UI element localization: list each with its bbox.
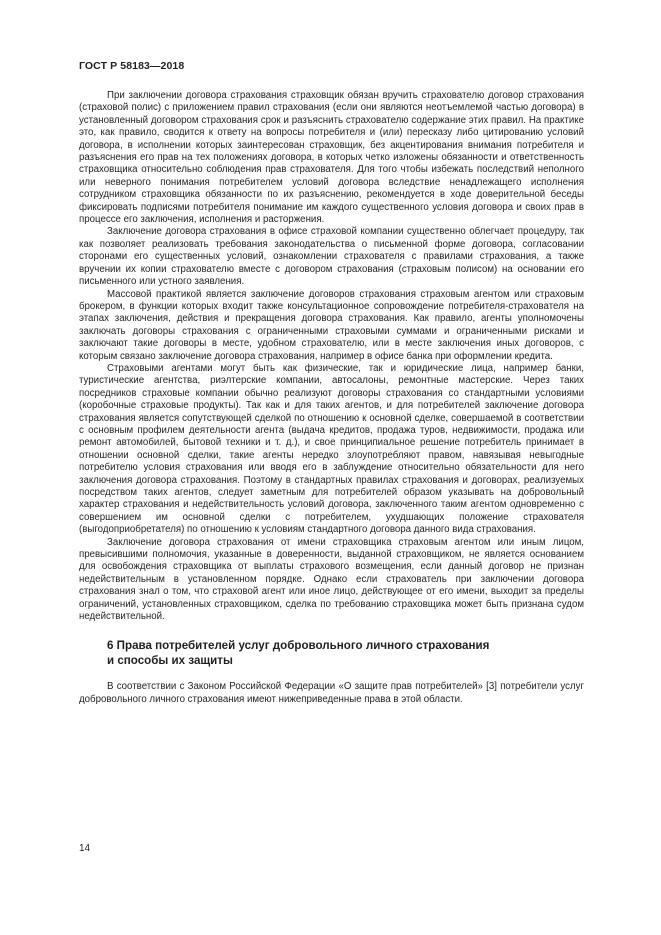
section-heading-line: и способы их защиты	[107, 653, 233, 667]
body-text	[79, 90, 584, 706]
paragraph: Страховыми агентами могут быть как физические, так и юридические лица, например банки, туристические агентства, риэлтерские компании, автосалоны, ремонтные мастерские. Через таких посредников страховые компании обычно реализуют договоры страхования со стандартными условиями (коробочные страховые продукты). Так как и для таких агентов, и для потребителей заключение договора страхования является сопутствующей сделкой по отношению к основной сделке, совершаемой в соответствии с основным профилем деятельности агента (выдача кредитов, продажа туров, недвижимости, продажа или ремонт автомобилей, бытовой техники и т. д.), и свое принципиальное решение потребитель принимает в отношении основной сделки, такие агенты нередко злоупотребляют правом, навязывая невыгодные потребителю условия страхования или вводя его в заблуждение относительно обязательности для него заключения договора страхования. Поэтому в стандартных правилах страхования и договорах, реализуемых посредством таких агентов, следует заметным для потребителей образом указывать на добровольный характер страхования и недействительность условий договора, заключенного таким агентом одновременно с совершением им основной сделки с потребителем, ухудшающих положение страхователя (выгодоприобретателя) по отношению к условиям стандартного договора данного вида страхования.	[79, 362, 584, 536]
section-heading	[107, 639, 584, 668]
paragraph: При заключении договора страхования страховщик обязан вручить страхователю договор страхования (страховой полис) с приложением правил страхования (если они являются неотъемлемой частью договора) в установленный договором страхования срок и разъяснить страхователю содержание этих правил. На практике это, как правило, сводится к ответу на вопросы потребителя и (или) пересказу либо цитированию условий договора, в исполнении которых заинтересован страховщик, без акцентирования внимания потребителя и разъяснения его прав на тех положениях договора, в которых четко изложены обязанности и ответственность страховщика относительно соблюдения прав страхователя. Для того чтобы избежать последствий неполного или неверного понимания потребителем условий договора вследствие ненадлежащего исполнения сотрудником страховщика обязанности по их разъяснению, рекомендуется в ходе доверительной беседы фиксировать подписями потребителя понимание им каждого существенного условия договора и своих прав в процессе его заключения, исполнения и расторжения.	[79, 90, 584, 226]
paragraph: Массовой практикой является заключение договоров страхования страховым агентом или страховым брокером, в функции которых входит также консультационное сопровождение потребителя-страхователя на этапах заключения, действия и прекращения договора страхования. Как правило, агенты уполномочены заключать договоры страхования с ограниченными страховыми суммами и ограниченными рисками и заключают такие договоры в месте, удобном страхователю, или в месте заключения иных договоров, с которым связано заключение договора страхования, например в офисе банка при оформлении кредита.	[79, 288, 584, 362]
section-heading-line: 6 Права потребителей услуг добровольного личного страхования	[107, 639, 490, 653]
paragraph: Заключение договора страхования в офисе страховой компании существенно облегчает процедуру, так как позволяет реализовать требования законодательства о письменной форме договора, согласовании сторонами его существенных условий, ознакомлении страхователя с правилами страхования, а также вручении их копии страхователю вместе с договором страхования (страховым полисом) на основании его письменного или устного заявления.	[79, 226, 584, 288]
paragraph: Заключение договора страхования от имени страховщика страховым агентом или иным лицом, превысившими полномочия, указанные в доверенности, выданной страховщиком, не является основанием для освобождения страховщика от выплаты страхового возмещения, если данный договор не признан недействительным в установленном порядке. Однако если страхователь при заключении договора страхования знал о том, что страховой агент или иное лицо, действующее от его имени, выходит за пределы ограничений, установленных страховщиком, сделка по требованию страховщика может быть признана судом недействительной.	[79, 536, 584, 623]
page-number: 14	[79, 843, 91, 854]
document-header: ГОСТ Р 58183—2018	[79, 60, 185, 72]
paragraph: В соответствии с Законом Российской Федерации «О защите прав потребителей» [3] потребители услуг добровольного личного страхования имеют нижеприведенные права в этой области.	[79, 681, 584, 705]
